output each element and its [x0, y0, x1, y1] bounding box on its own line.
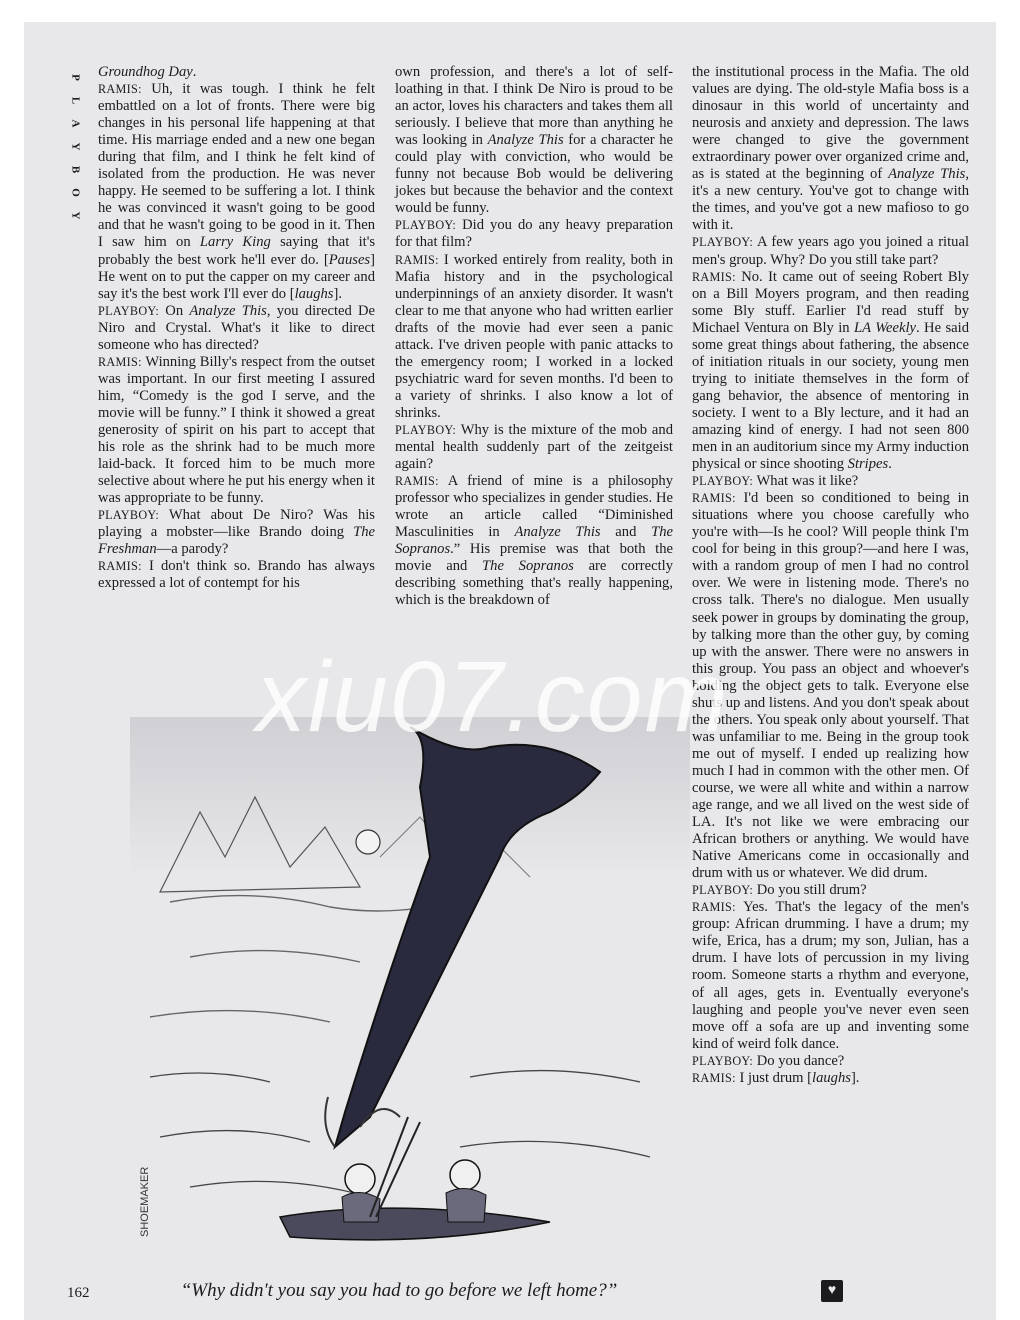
sidebar-letter: Y	[69, 211, 82, 220]
article-paragraph	[98, 558, 375, 592]
paragraph-text: Why is the mixture of the mob and mental health suddenly part of the zeitgeist again?	[395, 421, 673, 473]
speaker-label: RAMIS:	[692, 491, 736, 506]
sidebar-letter: Y	[69, 142, 82, 151]
italic-text: The Freshman	[98, 524, 375, 558]
paragraph-text: A friend of mine is a philosophy professor who specializes in gender studies. He wrote an article called “Diminished Masculinities in	[395, 473, 673, 541]
paragraph-text: I worked entirely from reality, both in Mafia history and in the psychological underpinnings of an anxiety disorder. It wasn't clear to me that anyone who had written earlier drafts of the movie had ever seen a panic attack. I've driven people with panic attacks to the emergency room; I worked in a locked psychiatric ward for seven months. I'd been to a variety of shrinks. I also know a lot of shrinks.	[395, 251, 673, 421]
sidebar-letter: L	[69, 96, 82, 105]
paragraph-text: the institutional process in the Mafia. The old values are dying. The old-style Mafia boss is a dinosaur in this world of uncertainty and neurosis and anxiety and depression. The laws were changed to give the government extraordinary power over organized crime and, as is stated at the beginning of	[692, 64, 969, 183]
paragraph-text: What about De Niro? Was his playing a mobster—like Brando doing	[98, 507, 375, 541]
watermark: xiu07.com	[256, 641, 730, 753]
magazine-page	[24, 22, 996, 1320]
paragraph-text: ] He went on to put the capper on my career and say it's the best work I'll ever do [	[98, 251, 375, 302]
paragraph-text: saying that it's probably the best work he'll ever do. [	[98, 234, 376, 268]
article-paragraph	[692, 64, 969, 234]
italic-text: Stripes	[847, 456, 889, 473]
article-paragraph	[98, 64, 375, 81]
italic-text: The Sopranos	[395, 524, 673, 558]
paragraph-text: ].	[850, 1069, 860, 1086]
speaker-label: RAMIS:	[98, 559, 142, 574]
article-paragraph	[395, 64, 673, 217]
italic-text: The Sopranos	[482, 558, 574, 575]
article-paragraph	[98, 507, 375, 558]
speaker-label: PLAYBOY:	[692, 474, 754, 489]
paragraph-text: —a parody?	[156, 541, 229, 558]
article-paragraph	[395, 422, 673, 473]
speaker-label: PLAYBOY:	[395, 218, 457, 233]
speaker-label: PLAYBOY:	[98, 303, 160, 318]
italic-text: Pauses	[328, 251, 371, 268]
paragraph-text: .” His premise was that both the movie and	[395, 541, 673, 575]
speaker-label: RAMIS:	[692, 900, 736, 915]
article-paragraph	[98, 303, 375, 354]
article-paragraph	[395, 252, 673, 422]
paragraph-text: own profession, and there's a lot of self-loathing in that. I think De Niro is proud to be an actor, loves his characters and takes them all seriously. I believe that more than anything he was looking in	[395, 64, 673, 149]
article-paragraph	[692, 882, 969, 899]
sidebar-letter: O	[69, 188, 82, 197]
whale-tail-cartoon	[130, 717, 690, 1267]
paragraph-text: . He said some great things about fathering, the absence of initiation rituals in our society, young men trying to initiate themselves in the form of gang behavior, the absence of mentoring in society. I went to a Bly lecture, and it had an amazing kind of energy. I had not seen 800 men in an auditorium since my Army induction physical or since shooting	[692, 319, 969, 473]
sky-wash	[130, 717, 690, 877]
water-strokes	[150, 1071, 650, 1197]
article-paragraph	[98, 81, 375, 303]
paragraph-text: Did you do any heavy preparation for that film?	[395, 217, 673, 251]
speaker-label: PLAYBOY:	[692, 1053, 754, 1068]
article-paragraph	[692, 490, 969, 882]
paragraph-text: On	[159, 302, 190, 319]
eskimo-left-head	[345, 1164, 375, 1194]
paragraph-text: Uh, it was tough. I think he felt embattled on a lot of fronts. There were big changes in his personal life happening at that time. His marriage ended and a new one began during that film, and I think he felt kind of isolated from the production. He was never happy. He seemed to be suffering a lot. I think he was convinced it wasn't going to be good and that he wasn't going to be good in it. Then I saw him on	[98, 81, 375, 251]
article-paragraph	[395, 473, 673, 609]
sidebar-letter: A	[69, 119, 82, 128]
speaker-label: RAMIS:	[692, 269, 736, 284]
speaker-label: PLAYBOY:	[395, 422, 457, 437]
speaker-label: PLAYBOY:	[98, 508, 160, 523]
speaker-label: RAMIS:	[395, 252, 439, 267]
artist-signature: SHOEMAKER	[139, 1166, 151, 1237]
speaker-label: RAMIS:	[395, 474, 439, 489]
paragraph-text: What was it like?	[753, 473, 859, 490]
page-number: 162	[67, 1285, 90, 1301]
text-column-2	[395, 64, 673, 610]
paragraph-text: , you directed De Niro and Crystal. What's it like to direct someone who has directed?	[98, 302, 375, 353]
italic-text: Analyze This	[487, 132, 564, 149]
paragraph-text: , it's a new century. You've got to change with the times, and you've got a new mafioso to go with it.	[692, 166, 969, 234]
paragraph-text: Do you dance?	[753, 1052, 845, 1069]
paragraph-text: and	[600, 524, 652, 541]
paragraph-text: Do you still drum?	[753, 882, 867, 899]
paragraph-text: .	[888, 456, 892, 473]
paragraph-text: No. It came out of seeing Robert Bly on a Bill Moyers program, and then reading some Bly stuff. Earlier I'd read stuff by Michael Ventura on Bly in	[692, 268, 969, 336]
kayak	[280, 1208, 550, 1240]
eskimo-right-body	[446, 1188, 486, 1222]
paragraph-text: Yes. That's the legacy of the men's group: African drumming. I have a drum; my wife, Erica, has a drum; my son, Julian, has a drum. I have lots of percussion in my living room. Someone starts a rhythm and everyone, of all ages, gets in. Eventually everyone's laughing and people you've never even seen move off a sofa are up and inventing some kind of weird folk dance.	[692, 899, 969, 1052]
italic-text: laughs	[294, 285, 334, 302]
italic-text: LA Weekly	[854, 319, 916, 336]
speaker-label: RAMIS:	[692, 1070, 736, 1085]
paragraph-text: I'd been so conditioned to being in situations where you choose carefully who you're with—Is he cool? Will people think I'm cool for being in this group?—and here I was, with a random group of men I had no control over. We were in listening mode. There's no cross talk. There's no dialogue. Men usually seek power in groups by dominating the group, by talking more than the other guy, by coming up with the answer. There were no answers in this group. You pass an object and whoever's holding the object gets to talk. Everyone else shuts up and listens. And you don't speak about the others. You speak only about yourself. That was unfamiliar to me. Being in the group took me out of myself. I ended up realizing how much I had in common with the other men. Of course, we were all white and within a narrow age range, and we all lived on the west side of LA. It's not like we were embracing our African brothers or anything. We would have Native Americans come in occasionally and drum with us or whatever. We did drum.	[692, 490, 969, 882]
article-paragraph	[692, 1053, 969, 1070]
article-paragraph	[692, 269, 969, 474]
article-paragraph	[692, 899, 969, 1052]
article-paragraph	[98, 354, 375, 507]
italic-text: Groundhog Day	[98, 64, 193, 80]
paragraph-text: A few years ago you joined a ritual men's group. Why? Do you still take part?	[692, 234, 969, 268]
paragraph-text: ].	[333, 285, 342, 302]
paragraph-text: are correctly describing something that's really happening, which is the breakdown of	[395, 558, 673, 609]
article-paragraph	[692, 1070, 969, 1087]
speaker-label: RAMIS:	[98, 82, 142, 97]
text-column-3	[692, 64, 969, 1087]
sidebar-letter: B	[69, 165, 82, 174]
speaker-label: PLAYBOY:	[692, 883, 754, 898]
text-column-1	[98, 64, 375, 592]
sun	[356, 830, 380, 854]
paragraph-text: for a character he could play with conviction, who would be funny not because Bob would be delivering jokes but because the behavior and the context would be funny.	[395, 132, 673, 217]
article-paragraph	[692, 234, 969, 268]
italic-text: Analyze This	[189, 302, 267, 319]
bunny-logo-icon: ♥	[821, 1280, 843, 1302]
italic-text: Larry King	[199, 234, 271, 251]
italic-text: laughs	[812, 1069, 851, 1086]
magazine-name-vertical	[64, 66, 82, 227]
article-paragraph	[395, 217, 673, 251]
italic-text: Analyze This	[514, 524, 601, 541]
cartoon-caption: “Why didn't you say you had to go before we left home?”	[180, 1280, 618, 1301]
sidebar-letter: P	[69, 74, 82, 81]
speaker-label: RAMIS:	[98, 354, 142, 369]
paragraph-text: I don't think so. Brando has always expressed a lot of contempt for his	[98, 558, 375, 592]
paragraph-text: I just drum [	[735, 1069, 813, 1086]
paragraph-text: Winning Billy's respect from the outset was important. In our first meeting I assured him, “Comedy is the god I serve, and the movie will be funny.” I think it showed a great generosity of spirit on his part to accept that his role as the shrink had to be much more laid-back. It forced him to be much more selective about where he put his energy when it was appropriate to be funny.	[98, 353, 375, 507]
paragraph-text: .	[192, 64, 197, 80]
article-paragraph	[692, 473, 969, 490]
italic-text: Analyze This	[888, 166, 966, 183]
eskimo-right-head	[450, 1160, 480, 1190]
speaker-label: PLAYBOY:	[692, 235, 754, 250]
